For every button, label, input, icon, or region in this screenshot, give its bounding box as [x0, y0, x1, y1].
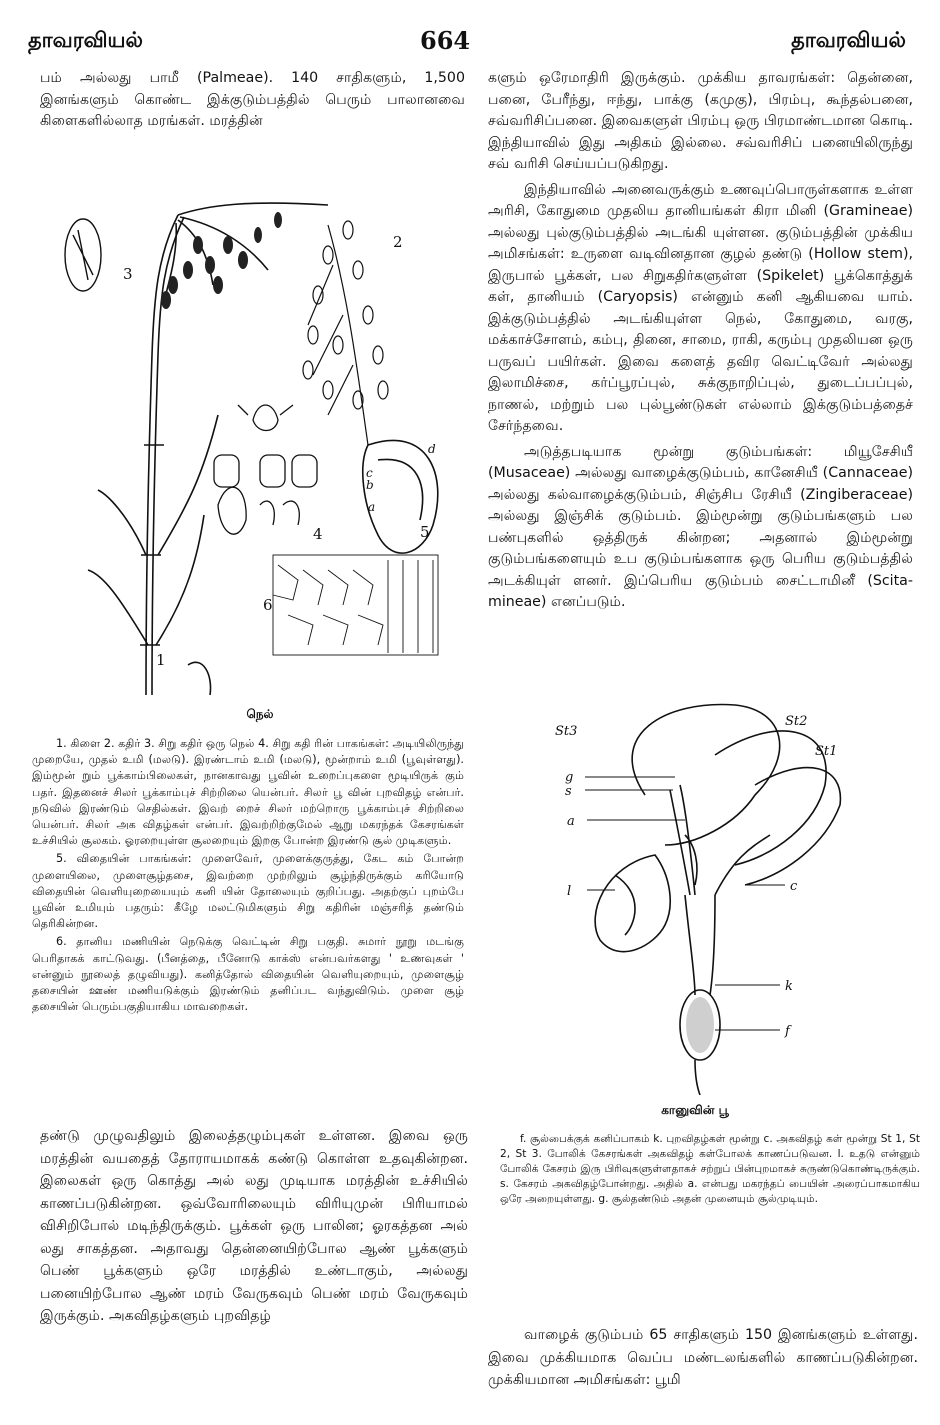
- rice-legend-item: 5. விதையின் பாகங்கள்: முளைவேர், முளைக்குருத்து, கேட கம் போன்ற முளையிலை, முளைசூழ்தசை, இவற்றை முற்றிலும் சூழ்ந்திருக்கும் கரியோடு விதையின் வெளியுறையையும் கனி யின் தோலையும் குறிப்பது. அதற்குப் புறம்பே பூவின் உமியும் பதரும்: கீழே மலட்டுமிகளும் சிறு கதிரின் மஞ்சரித் தண்டும் தெரிகின்றன.: [32, 852, 464, 931]
- palm-trunk-paragraph: தண்டு முழுவதிலும் இலைத்தழும்புகள் உள்ளன. இவை ஒரு மரத்தின் வயதைத் தோராயமாகக் கண்டு கொள்ள உதவுகின்றன. இலைகள் ஒரு கொத்து அல் லது முடியாக மரத்தின் உச்சியில் காணப்படுகின்றன. ஒவ்வோரிலையும் விரியுமுன் பிரியாமல் விசிறிபோல் மடிந்திருக்கும். பூக்கள் ஒரு பாலின; ஓரகத்தன அல் லது சாகத்தன. அதாவது தென்னையிற்போல ஆண் பூக்களும் பெண் பூக்களும் ஒரே மரத்தில் உண்டாகும், அல்லது பனையிற்போல ஆண் மரம் வேருகவும் பெண் மரம் வேருகவும் இருக்கும். அகவிதழ்களும் புறவிதழ்: [40, 1128, 468, 1324]
- canna-label-s: s: [565, 784, 572, 799]
- canna-figure-caption: கானுவின் பூ: [661, 1103, 729, 1117]
- header-right-title: தாவரவியல்: [791, 28, 906, 52]
- rice-label-d: d: [428, 442, 436, 456]
- rice-plant-drawing: [28, 175, 468, 700]
- canna-label-a: a: [567, 814, 575, 829]
- left-column-top: [40, 68, 465, 137]
- canna-label-f: f: [785, 1024, 790, 1039]
- rice-legend-item: 6. தானிய மணியின் நெடுக்கு வெட்டின் சிறு பகுதி. சுமார் நூறு மடங்கு பெரிதாகக் காட்டுவது. (பீனத்தை, பீனோடு காக்ஸ் என்பவர்களது ' உணவுகள் ' என்னும் நூலைத் தழுவியது). கனித்தோல் விதையின் வெளியுறையும், முளைசூழ் தசையின் ஊண் மணியடுக்கும் இரண்டும் தனிப்பட வந்துவிடும். முளை சூழ் தசையின் பெரும்பகுதியாகிய மாவறைகள்.: [32, 935, 464, 1014]
- canna-label-l: l: [567, 884, 572, 899]
- palm-family-paragraph: பம் அல்லது பாமீ (Palmeae). 140 சாதிகளும், 1,500 இனங்களும் கொண்ட இக்குடும்பத்தில் பெரும் பாலானவை கிளைகளில்லாத மரங்கள். மரத்தின்: [40, 70, 465, 129]
- rice-plant-illustration: [28, 175, 468, 700]
- canna-flower-drawing: [545, 695, 885, 1095]
- right-column-bottom: [488, 1324, 918, 1396]
- right-column: [488, 68, 913, 618]
- rice-label-2: 2: [393, 233, 403, 251]
- scitamineae-paragraph: அடுத்தபடியாக மூன்று குடும்பங்கள்: மியூசேசியீ (Musaceae) அல்லது வாழைக்குடும்பம், கானேசியீ (Cannaceae) அல்லது கல்வாழைக்குடும்பம், சிஞ்சிப ரேசியீ (Zingiberaceae) அல்லது இஞ்சிக் குடும்பம். இம்மூன்று குடும்பங்களும் பல பண்புகளில் ஒத்திருக் கின்றன; அதனால் இம்மூன்று குடும்பங்களையும் உப குடும்பங்களாக ஒரு பெரிய குடும்பத்தில் அடக்கியுள் ளனர். இப்பெரிய குடும்பம் சைட்டாமினீ (Scita- mineae) எனப்படும்.: [488, 443, 913, 610]
- header-left-title: தாவரவியல்: [28, 28, 143, 52]
- canna-flower-illustration: [545, 695, 885, 1095]
- rice-label-3: 3: [123, 265, 133, 283]
- banana-family-paragraph: வாழைக் குடும்பம் 65 சாதிகளும் 150 இனங்களும் உள்ளது. இவை முக்கியமாக வெப்ப மண்டலங்களில் காணப்படுகின்றன. முக்கியமான அமிசங்கள்: பூமி: [488, 1327, 918, 1388]
- grass-family-paragraph: இந்தியாவில் அனைவருக்கும் உணவுப்பொருள்களாக உள்ள அரிசி, கோதுமை முதலிய தானியங்கள் கிரா மினி (Gramineae) அல்லது புல்குடும்பத்தில் அடங்கி யுள்ளன. குடும்பத்தின் முக்கிய அமிசங்கள்: உருளை வடிவினதான குழல் தண்டு (Hollow stem), இருபால் பூக்கள், பல சிறுகதிர்களுள்ள (Spikelet) பூக்கொத்துக் கள், தானியம் (Caryopsis) என்னும் கனி ஆகியவை யாம். இக்குடும்பத்தில் அடங்கியுள்ள நெல், கோதுமை, வரகு, மக்காச்சோளம், கம்பு, தினை, சாமை, ராகி, கரும்பு முதலியன ஒரு பருவப் பயிர்கள். இவை களைத் தவிர வெட்டிவேர் அல்லது இலாமிச்சை, கர்ப்பூரப்புல், சுக்குநாறிப்புல், துடைப்பப்புல், நாணல், மற்றும் பல புல்பூண்டுகள் எல்லாம் இக்குடும்பத்தைச் சேர்ந்தவை.: [488, 181, 913, 434]
- rice-figure-legend: [32, 736, 464, 1017]
- rice-figure-caption: நெல்: [246, 707, 274, 721]
- canna-label-g: g: [565, 770, 574, 785]
- canna-label-st3: St3: [555, 724, 578, 739]
- canna-label-st1: St1: [815, 744, 838, 759]
- rice-label-6: 6: [263, 596, 273, 614]
- page-number: 664: [420, 26, 471, 55]
- palm-traits-paragraph: களும் ஒரேமாதிரி இருக்கும். முக்கிய தாவரங்கள்: தென்னை, பனை, பேரீந்து, ஈந்து, பாக்கு (கமுகு), பிரம்பு, கூந்தல்பனை, சவ்வரிசிப்பனை. இவைகளுள் பிரம்பு ஒரு பிரமாண்டமான கொடி. இந்தியாவில் இது அதிகம் இல்லை. சவ்வரிசிப் பனையிலிருந்து சவ் வரிசி செய்யப்படுகிறது.: [488, 70, 913, 172]
- rice-label-4: 4: [313, 525, 323, 543]
- page-header: [0, 28, 940, 68]
- canna-legend-text: f. சூல்பைக்குக் கனிப்பாகம் k. புறவிதழ்கள் மூன்று c. அகவிதழ் கள் மூன்று St 1, St 2, St 3. போலிக் கேசரங்கள் அகவிதழ் கள்போலக் காணப்படுவன. l. உதடு என்னும் போலிக் கேசரம் இரு பிரிவுகளுள்ளதாகச் சற்றுப் பின்புறமாகச் சுருண்டுகொண்டிருக்கும். s. கேசரம் அகவிதழ்போன்றது. அதில் a. என்பது மகரந்தப் பையின் அரைப்பாகமாகிய ஒரே அறையுள்ளது. g. சூல்தண்டும் அதன் முனையும் சூல்முடியும்.: [500, 1133, 920, 1205]
- canna-label-k: k: [785, 979, 793, 994]
- left-column-bottom: [40, 1125, 468, 1332]
- rice-label-a: a: [368, 500, 376, 514]
- rice-label-b: b: [366, 478, 374, 492]
- canna-label-c: c: [790, 879, 798, 894]
- rice-label-c: c: [366, 466, 373, 480]
- canna-figure-legend: [500, 1132, 920, 1207]
- rice-legend-item: 1. கிளை 2. கதிர் 3. சிறு கதிர் ஒரு நெல் 4. சிறு கதி ரின் பாகங்கள்: அடியிலிருந்து முறையே, முதல் உமி (மலடு). இரண்டாம் உமி (மலடு), மூன்றாம் உமி (பூவுள்ளது). இம்மூன் றும் பூக்காம்பிலைகள், நானகாவது பூவின் உறைப்புகளை மூடியிருக் கும் பதர். இதனைச் சிலர் பூக்காம்புச் சிற்றிலை யென்பர். சிலர் பூ வின் புறவிதழ் என்பர். நடுவில் இரண்டும் செதில்கள். இவற் றைச் சிலர் மற்றொரு பூக்காம்புச் சிற்றிலை யென்பர். சிலர் அக விதழ்கள் என்பர். இவற்றிற்குமேல் ஆறு மகரந்தக் கேசரங்கள் உச்சியில் சூலகம். ஓரறையுள்ள சூலறையும் இறகு போன்ற இரண்டு சூல் முடிகளும்.: [32, 737, 464, 848]
- rice-label-1: 1: [156, 651, 166, 669]
- rice-label-5: 5: [420, 523, 430, 541]
- canna-label-st2: St2: [785, 714, 808, 729]
